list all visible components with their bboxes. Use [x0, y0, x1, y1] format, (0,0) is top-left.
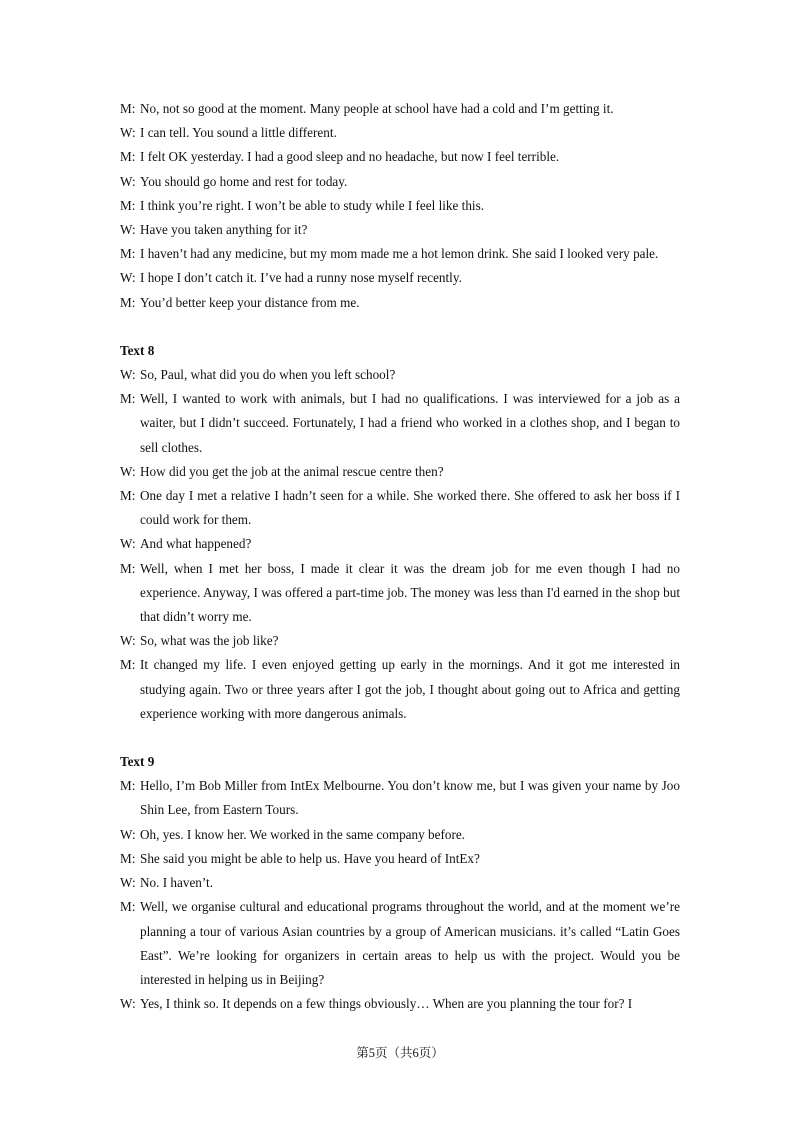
- speaker-label: W:: [120, 996, 136, 1012]
- speaker-label: M:: [120, 101, 136, 116]
- text9-heading: Text 9: [120, 754, 155, 770]
- dialogue-text: You’d better keep your distance from me.: [140, 294, 360, 310]
- speaker-label: M:: [120, 899, 136, 915]
- dialogue-line: [120, 121, 680, 145]
- speaker-label: W:: [120, 173, 136, 189]
- speaker-label: M:: [120, 294, 136, 310]
- dialogue-line: [120, 460, 680, 484]
- dialogue-line: [120, 145, 680, 169]
- dialogue-line: [120, 532, 680, 556]
- dialogue-text: It changed my life. I even enjoyed getting up early in the mornings. And it got me interested in studying again. Two or three years after I got the job, I thought about going out to Africa and getting experience working with more dangerous animals.: [140, 657, 680, 721]
- dialogue-text: One day I met a relative I hadn’t seen for a while. She worked there. She offered to ask her boss if I could work for them.: [140, 488, 680, 528]
- speaker-label: W:: [120, 125, 136, 141]
- dialogue-line: [120, 194, 680, 218]
- speaker-label: M:: [120, 850, 136, 866]
- dialogue-line: [120, 871, 680, 895]
- dialogue-text: You should go home and rest for today.: [140, 173, 348, 189]
- dialogue-text: How did you get the job at the animal rescue centre then?: [140, 463, 444, 479]
- dialogue-text: Well, I wanted to work with animals, but I had no qualifications. I was interviewed for a job as a waiter, but I didn’t succeed. Fortunately, I had a friend who worked in a clothes shop, and I began to sell clothes.: [140, 391, 680, 455]
- dialogue-line: [120, 992, 680, 1016]
- text8-heading: Text 8: [120, 342, 155, 358]
- dialogue-text: I hope I don’t catch it. I’ve had a runny nose myself recently.: [140, 270, 462, 286]
- text7-dialogue: [120, 97, 680, 315]
- dialogue-line: [120, 629, 680, 653]
- speaker-label: M:: [120, 246, 136, 262]
- dialogue-line: [120, 170, 680, 194]
- dialogue-text: So, what was the job like?: [140, 633, 279, 649]
- speaker-label: M:: [120, 149, 136, 165]
- dialogue-text: Hello, I’m Bob Miller from IntEx Melbourne. You don’t know me, but I was given your name by Joo Shin Lee, from Eastern Tours.: [140, 778, 680, 818]
- speaker-label: W:: [120, 463, 136, 479]
- dialogue-line: [120, 557, 680, 630]
- speaker-label: M:: [120, 560, 136, 576]
- speaker-label: M:: [120, 197, 136, 213]
- dialogue-line: [120, 97, 680, 121]
- dialogue-text: And what happened?: [140, 536, 252, 552]
- dialogue-line: [120, 653, 680, 726]
- dialogue-line: [120, 242, 680, 266]
- dialogue-line: [120, 266, 680, 290]
- speaker-label: W:: [120, 633, 136, 649]
- dialogue-text: Well, we organise cultural and educational programs throughout the world, and at the moment we’re planning a tour of various Asian countries by a group of American musicians. it’s called “Latin Goes East”. We’re looking for organizers in certain areas to help us with the project. Would you be interested in helping us in Beijing?: [140, 899, 680, 987]
- speaker-label: W:: [120, 367, 136, 383]
- speaker-label: M:: [120, 391, 136, 407]
- dialogue-text: No, not so good at the moment. Many people at school have had a cold and I’m getting it.: [140, 101, 614, 116]
- dialogue-line: [120, 387, 680, 460]
- speaker-label: M:: [120, 778, 136, 794]
- speaker-label: W:: [120, 222, 136, 238]
- speaker-label: W:: [120, 875, 136, 891]
- dialogue-line: [120, 847, 680, 871]
- dialogue-text: Well, when I met her boss, I made it clear it was the dream job for me even though I had no experience. Anyway, I was offered a part-time job. The money was less than I'd earned in the shop but that didn’t worry me.: [140, 560, 680, 625]
- dialogue-text: No. I haven’t.: [140, 875, 214, 891]
- dialogue-text: Yes, I think so. It depends on a few things obviously… When are you planning the tour for? I: [140, 996, 633, 1012]
- dialogue-text: She said you might be able to help us. Have you heard of IntEx?: [140, 850, 480, 866]
- dialogue-text: I think you’re right. I won’t be able to study while I feel like this.: [140, 197, 485, 213]
- speaker-label: W:: [120, 536, 136, 552]
- dialogue-line: [120, 363, 680, 387]
- dialogue-line: [120, 484, 680, 532]
- dialogue-line: [120, 895, 680, 992]
- dialogue-text: So, Paul, what did you do when you left school?: [140, 367, 396, 383]
- dialogue-text: I can tell. You sound a little different.: [140, 125, 337, 141]
- speaker-label: M:: [120, 488, 136, 504]
- dialogue-line: [120, 774, 680, 822]
- speaker-label: W:: [120, 270, 136, 286]
- page-number: 第5页（共6页）: [356, 1046, 444, 1060]
- speaker-label: W:: [120, 826, 136, 842]
- dialogue-text: I felt OK yesterday. I had a good sleep and no headache, but now I feel terrible.: [140, 149, 560, 165]
- dialogue-line: [120, 823, 680, 847]
- dialogue-text: I haven’t had any medicine, but my mom made me a hot lemon drink. She said I looked very pale.: [140, 246, 659, 262]
- speaker-label: M:: [120, 657, 136, 673]
- text8-dialogue: [120, 363, 680, 726]
- dialogue-text: Oh, yes. I know her. We worked in the same company before.: [140, 826, 465, 842]
- text9-dialogue: [120, 774, 680, 1016]
- dialogue-line: [120, 218, 680, 242]
- transcript-body: [120, 97, 680, 1016]
- dialogue-line: [120, 291, 680, 315]
- dialogue-text: Have you taken anything for it?: [140, 222, 308, 238]
